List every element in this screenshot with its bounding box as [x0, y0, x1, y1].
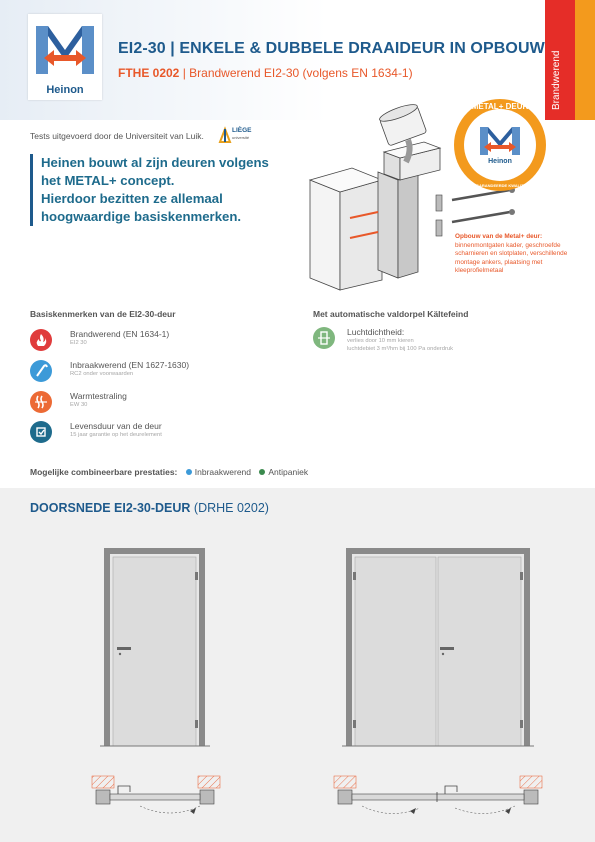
single-door-plan-section — [92, 776, 220, 814]
feature-sub: 15 jaar garantie op het deurelement — [70, 432, 162, 438]
combination-option: Antipaniek — [268, 467, 309, 477]
badge-logo-word: Heinon — [488, 158, 512, 165]
lifespan-icon — [30, 421, 52, 443]
metal-plus-badge — [450, 95, 550, 195]
tests-note: Tests uitgevoerd door de Universiteit van Luik. — [30, 131, 204, 141]
combination-option: Inbraakwerend — [194, 467, 251, 477]
combinations-line — [30, 467, 308, 477]
illustration-caption — [455, 233, 570, 276]
panic-dot-icon — [259, 469, 265, 475]
page-title: EI2-30 | ENKELE & DUBBELE DRAAIDEUR IN OPBOUW — [118, 40, 545, 57]
liege-university-logo — [218, 126, 268, 146]
metal-plus-badge-graphic — [450, 95, 550, 195]
liege-name: LIÈGE — [232, 127, 252, 134]
caption-title: Opbouw van de Metal+ deur: — [455, 233, 543, 240]
feature-fire-resistant — [30, 329, 280, 353]
section-title-rest: (DRHE 0202) — [190, 501, 269, 515]
door-elevation-drawing — [0, 530, 595, 842]
crowbar-icon — [30, 360, 52, 382]
liege-subname: université — [232, 135, 250, 140]
feature-name: Luchtdichtheid: — [347, 327, 405, 337]
feature-burglar-resistant — [30, 360, 280, 384]
subtitle-code: FTHE 0202 — [118, 66, 180, 80]
feature-sub: verlies door 10 mm kieren — [347, 338, 414, 344]
feature-name: Warmtestraling — [70, 391, 127, 401]
page-subtitle — [118, 66, 413, 80]
double-door-plan-section — [334, 776, 542, 814]
subtitle-rest: | Brandwerend EI2-30 (volgens EN 1634-1) — [179, 66, 413, 80]
liege-logo-icon — [218, 126, 232, 144]
feature-lifespan — [30, 421, 280, 445]
feature-name: Levensduur van de deur — [70, 421, 162, 431]
section-title-bold: DOORSNEDE EI2-30-DEUR — [30, 501, 191, 515]
heinon-logo — [28, 14, 102, 100]
metal-plus-claim — [30, 154, 275, 226]
badge-bottom-text: GEGARANDEERDE KWALITEIT — [470, 183, 530, 188]
feature-name: Brandwerend (EN 1634-1) — [70, 329, 170, 339]
side-tab-orange — [575, 0, 595, 120]
burglar-dot-icon — [186, 469, 192, 475]
heinon-logo-mark — [28, 14, 102, 84]
caption-text: binnenmontgaten kader, geschroefde scharnieren en slotplaten, verschillende montage ankers, plaatsing met kleeprofielmetaal — [455, 241, 568, 274]
features-left-heading: Basiskenmerken van de EI2-30-deur — [30, 309, 176, 319]
airtight-icon — [313, 327, 335, 349]
claim-line: het METAL+ concept. — [41, 173, 175, 188]
feature-name: Inbraakwerend (EN 1627-1630) — [70, 360, 190, 370]
claim-line: Hierdoor bezitten ze allemaal — [41, 191, 223, 206]
section-title — [30, 501, 269, 515]
feature-sub: EI2 30 — [70, 340, 87, 346]
fire-shield-icon — [30, 329, 52, 351]
claim-line: hoogwaardige basiskenmerken. — [41, 209, 242, 224]
side-tab-label: Brandwerend — [551, 50, 562, 110]
features-right-heading: Met automatische valdorpel Kältefeind — [313, 309, 469, 319]
combinations-label: Mogelijke combineerbare prestaties: — [30, 467, 178, 477]
badge-top-text: METAL+ DEUR — [471, 102, 529, 111]
double-door-elevation — [342, 548, 534, 746]
single-door-elevation — [100, 548, 210, 746]
claim-line: Heinen bouwt al zijn deuren volgens — [41, 155, 269, 170]
feature-sub: RC2 onder voorwaarden — [70, 371, 134, 377]
feature-heat-radiation — [30, 391, 280, 415]
heat-radiation-icon — [30, 391, 52, 413]
feature-sub: luchtdebiet 3 m³/hm bij 100 Pa onderdruk — [347, 346, 454, 352]
logo-wordmark: Heinon — [46, 84, 84, 96]
feature-sub: EW 30 — [70, 402, 88, 408]
feature-airtight — [313, 327, 553, 357]
